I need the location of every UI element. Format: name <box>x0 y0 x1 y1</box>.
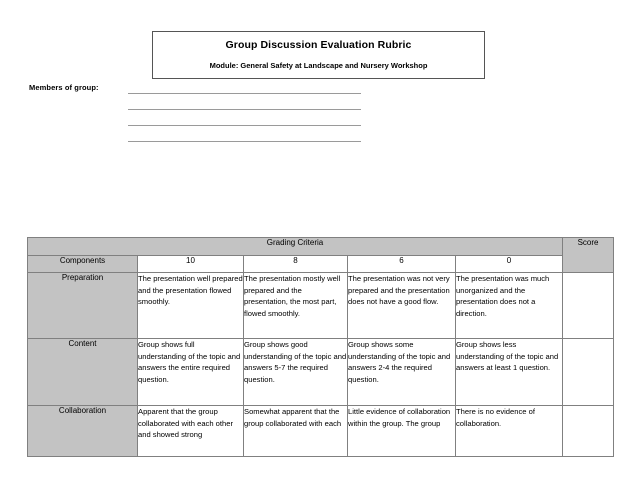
content-level-10: Group shows full understanding of the topic and answers the entire required question. <box>138 339 244 406</box>
score-level-8: 8 <box>244 256 348 273</box>
preparation-level-8: The presentation mostly well prepared and the presentation, the most part, flowed smoothly. <box>244 273 348 339</box>
preparation-level-0: The presentation was much unorganized and the presentation does not a direction. <box>456 273 563 339</box>
member-line-1[interactable] <box>128 93 361 94</box>
preparation-score-input[interactable] <box>563 273 614 339</box>
component-content: Content <box>28 339 138 406</box>
component-collaboration: Collaboration <box>28 406 138 457</box>
collaboration-score-input[interactable] <box>563 406 614 457</box>
member-line-2[interactable] <box>128 109 361 110</box>
rubric-table <box>27 237 614 457</box>
table-header-row-2 <box>28 256 614 273</box>
module-subtitle: Module: General Safety at Landscape and Nursery Workshop <box>209 61 428 70</box>
collaboration-level-6: Little evidence of collaboration within the group. The group <box>348 406 456 457</box>
score-level-0: 0 <box>456 256 563 273</box>
content-level-0: Group shows less understanding of the topic and answers at least 1 question. <box>456 339 563 406</box>
table-row <box>28 339 614 406</box>
score-level-10: 10 <box>138 256 244 273</box>
collaboration-level-10: Apparent that the group collaborated with each other and showed strong <box>138 406 244 457</box>
score-level-6: 6 <box>348 256 456 273</box>
member-line-3[interactable] <box>128 125 361 126</box>
table-header-row-1 <box>28 238 614 256</box>
page-title: Group Discussion Evaluation Rubric <box>225 39 412 51</box>
grading-criteria-header: Grading Criteria <box>28 238 563 256</box>
member-name-lines <box>128 93 361 142</box>
content-level-6: Group shows some understanding of the topic and answers 2-4 the required question. <box>348 339 456 406</box>
table-row <box>28 406 614 457</box>
table-row <box>28 273 614 339</box>
content-score-input[interactable] <box>563 339 614 406</box>
score-header: Score <box>563 238 614 273</box>
content-level-8: Group shows good understanding of the topic and answers 5-7 the required question. <box>244 339 348 406</box>
member-line-4[interactable] <box>128 141 361 142</box>
members-of-group-label: Members of group: <box>29 83 99 92</box>
preparation-level-10: The presentation well prepared and the presentation flowed smoothly. <box>138 273 244 339</box>
collaboration-level-0: There is no evidence of collaboration. <box>456 406 563 457</box>
preparation-level-6: The presentation was not very prepared and the presentation does not have a good flow. <box>348 273 456 339</box>
component-preparation: Preparation <box>28 273 138 339</box>
components-header: Components <box>28 256 138 273</box>
rubric-title-box <box>152 31 485 79</box>
collaboration-level-8: Somewhat apparent that the group collaborated with each <box>244 406 348 457</box>
